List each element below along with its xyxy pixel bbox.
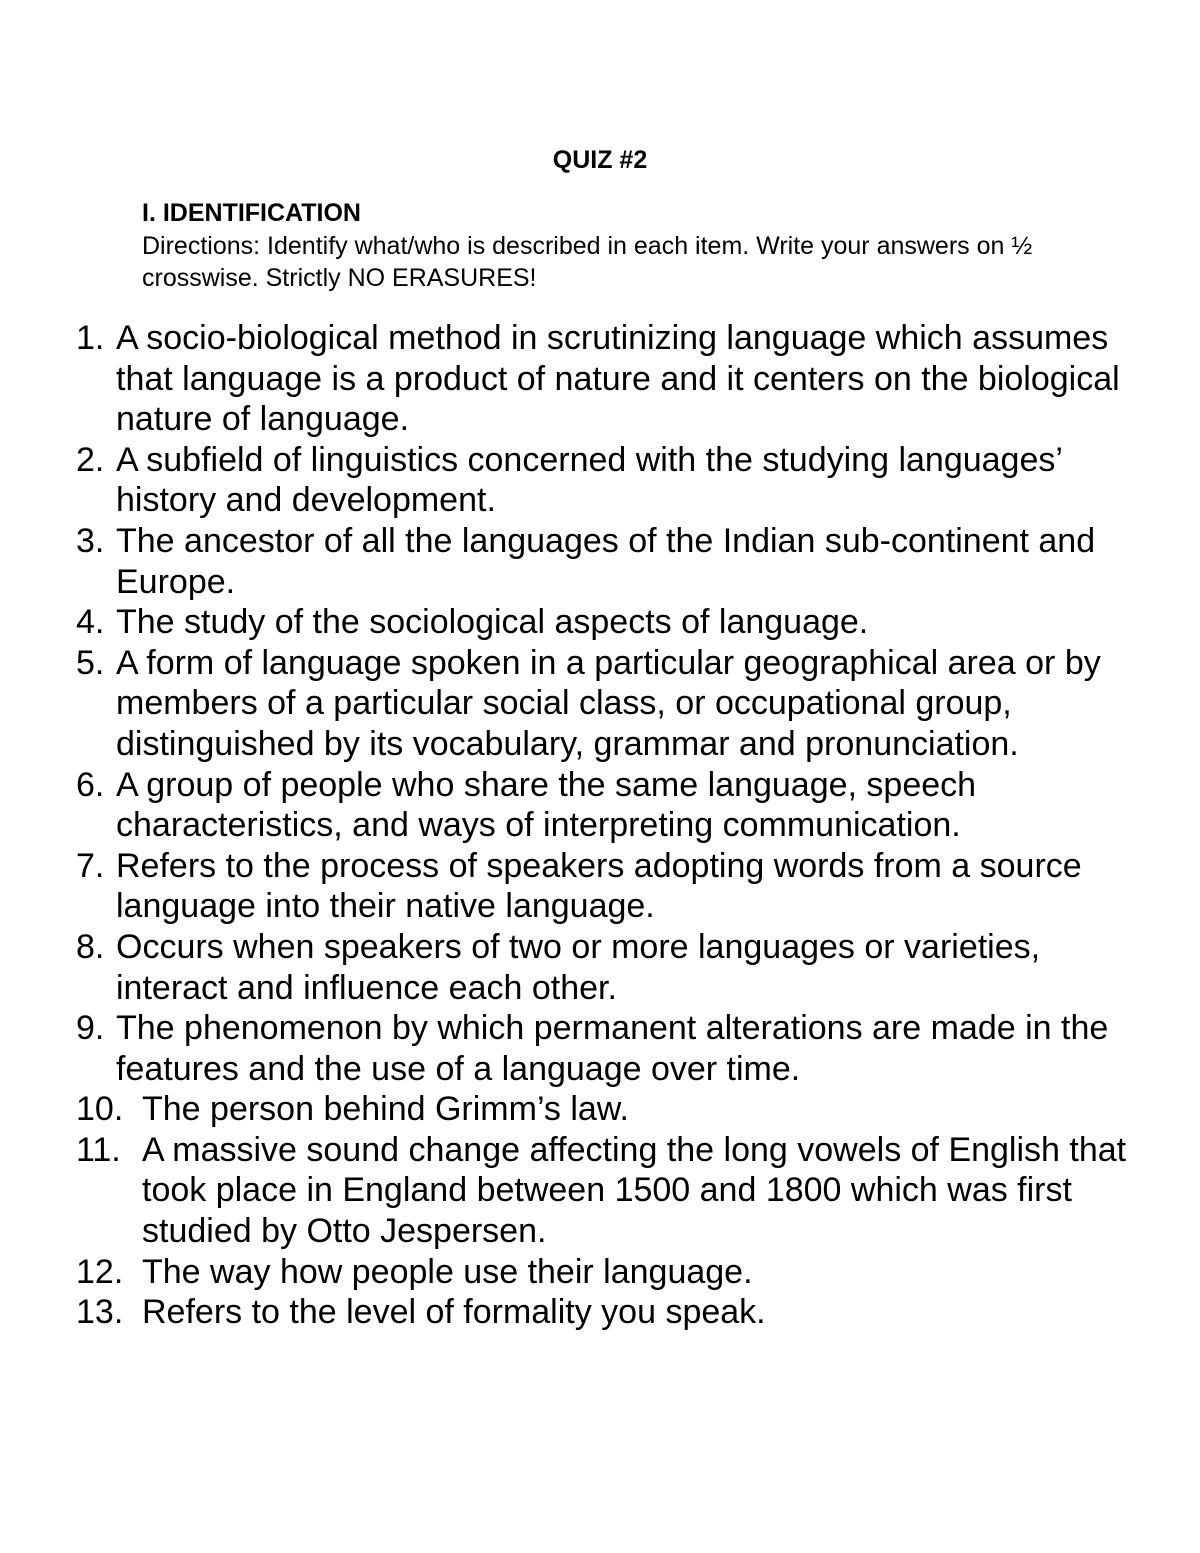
question-item [76, 1292, 1136, 1333]
question-text: The phenomenon by which permanent alterations are made in the features and the use of a language over time. [116, 1009, 1109, 1088]
question-number: 7. [76, 846, 105, 885]
quiz-title: QUIZ #2 [552, 146, 648, 174]
question-text: Refers to the level of formality you speak. [142, 1293, 766, 1332]
question-text: The person behind Grimm’s law. [142, 1090, 629, 1129]
question-text: The way how people use their language. [142, 1252, 753, 1291]
question-item [76, 643, 1136, 765]
question-number: 10. [76, 1090, 124, 1129]
question-list [76, 318, 1136, 1333]
question-number: 5. [76, 643, 105, 682]
question-item [76, 521, 1136, 602]
question-number: 1. [76, 319, 105, 357]
question-item [76, 602, 1136, 643]
question-text: The ancestor of all the languages of the Indian sub-continent and Europe. [116, 521, 1096, 601]
question-number: 12. [76, 1252, 124, 1291]
question-text: Occurs when speakers of two or more languages or varieties, interact and influence each other. [116, 927, 1041, 1007]
question-item [76, 765, 1136, 846]
question-item [76, 1130, 1136, 1252]
question-number: 9. [76, 1009, 105, 1048]
question-number: 13. [76, 1293, 124, 1332]
question-text: A subfield of linguistics concerned with the studying languages’ history and development. [116, 440, 1062, 520]
question-text: The study of the sociological aspects of language. [116, 603, 869, 642]
question-text: Refers to the process of speakers adopting words from a source language into their native language. [116, 846, 1082, 926]
question-number: 11. [76, 1130, 121, 1169]
question-text: A group of people who share the same language, speech characteristics, and ways of interpreting communication. [116, 765, 977, 845]
question-number: 3. [76, 521, 105, 560]
directions-text: Directions: Identify what/who is described in each item. Write your answers on ½ crosswise. Strictly NO ERASURES! [142, 232, 1033, 292]
question-item [76, 1089, 1136, 1130]
question-item [76, 318, 1136, 440]
question-text: A massive sound change affecting the long vowels of English that took place in England between 1500 and 1800 which was first studied by Otto Jespersen. [142, 1130, 1127, 1251]
question-item [76, 1008, 1136, 1089]
question-text: A socio-biological method in scrutinizing language which assumes that language is a product of nature and it centers on the biological nature of language. [116, 319, 1120, 439]
question-item [76, 1252, 1136, 1293]
question-number: 2. [76, 440, 105, 479]
question-number: 8. [76, 927, 105, 966]
question-text: A form of language spoken in a particular geographical area or by members of a particular social class, or occupational group, distinguished by its vocabulary, grammar and pronunciation. [116, 643, 1101, 763]
question-item [76, 927, 1136, 1008]
section-heading: I. IDENTIFICATION [142, 199, 361, 227]
question-item [76, 846, 1136, 927]
question-number: 4. [76, 603, 105, 642]
question-number: 6. [76, 765, 105, 804]
question-item [76, 440, 1136, 521]
